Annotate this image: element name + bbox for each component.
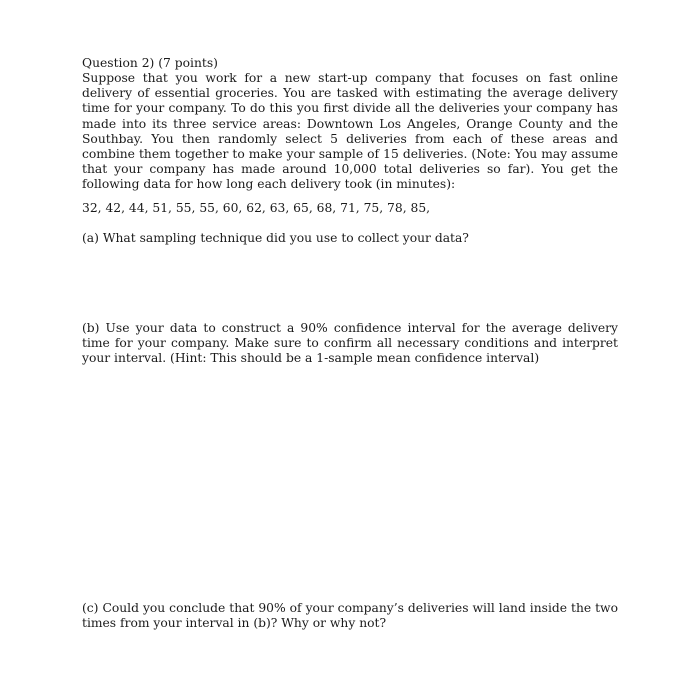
part-a-prompt: (a) What sampling technique did you use to collect your data? xyxy=(82,231,469,245)
part-b-prompt: (b) Use your data to construct a 90% confidence interval for the average delivery time for your company. Make sure to confirm all necessary conditions and interpret your interval. (Hint: This should be a 1-sample mean confidence interval) xyxy=(82,321,618,366)
question-body: Suppose that you work for a new start-up company that focuses on fast online delivery of essential groceries. You are tasked with estimating the average delivery time for your company. To do this you first divide all the deliveries your company has made into its three service areas: Downtown Los Angeles, Orange County and the Southbay. You then randomly select 5 deliveries from each of these areas and combine them together to make your sample of 15 deliveries. (Note: You may assume that your company has made around 10,000 total deliveries so far). You get the following data for how long each delivery took (in minutes): xyxy=(82,71,618,192)
part-c-prompt: (c) Could you conclude that 90% of your company’s deliveries will land inside the two times from your interval in (b)? Why or why not? xyxy=(82,601,618,631)
question-header: Question 2) (7 points) xyxy=(82,56,218,70)
question-page xyxy=(82,56,618,631)
delivery-times-data: 32, 42, 44, 51, 55, 55, 60, 62, 63, 65, 68, 71, 75, 78, 85, xyxy=(82,201,431,215)
